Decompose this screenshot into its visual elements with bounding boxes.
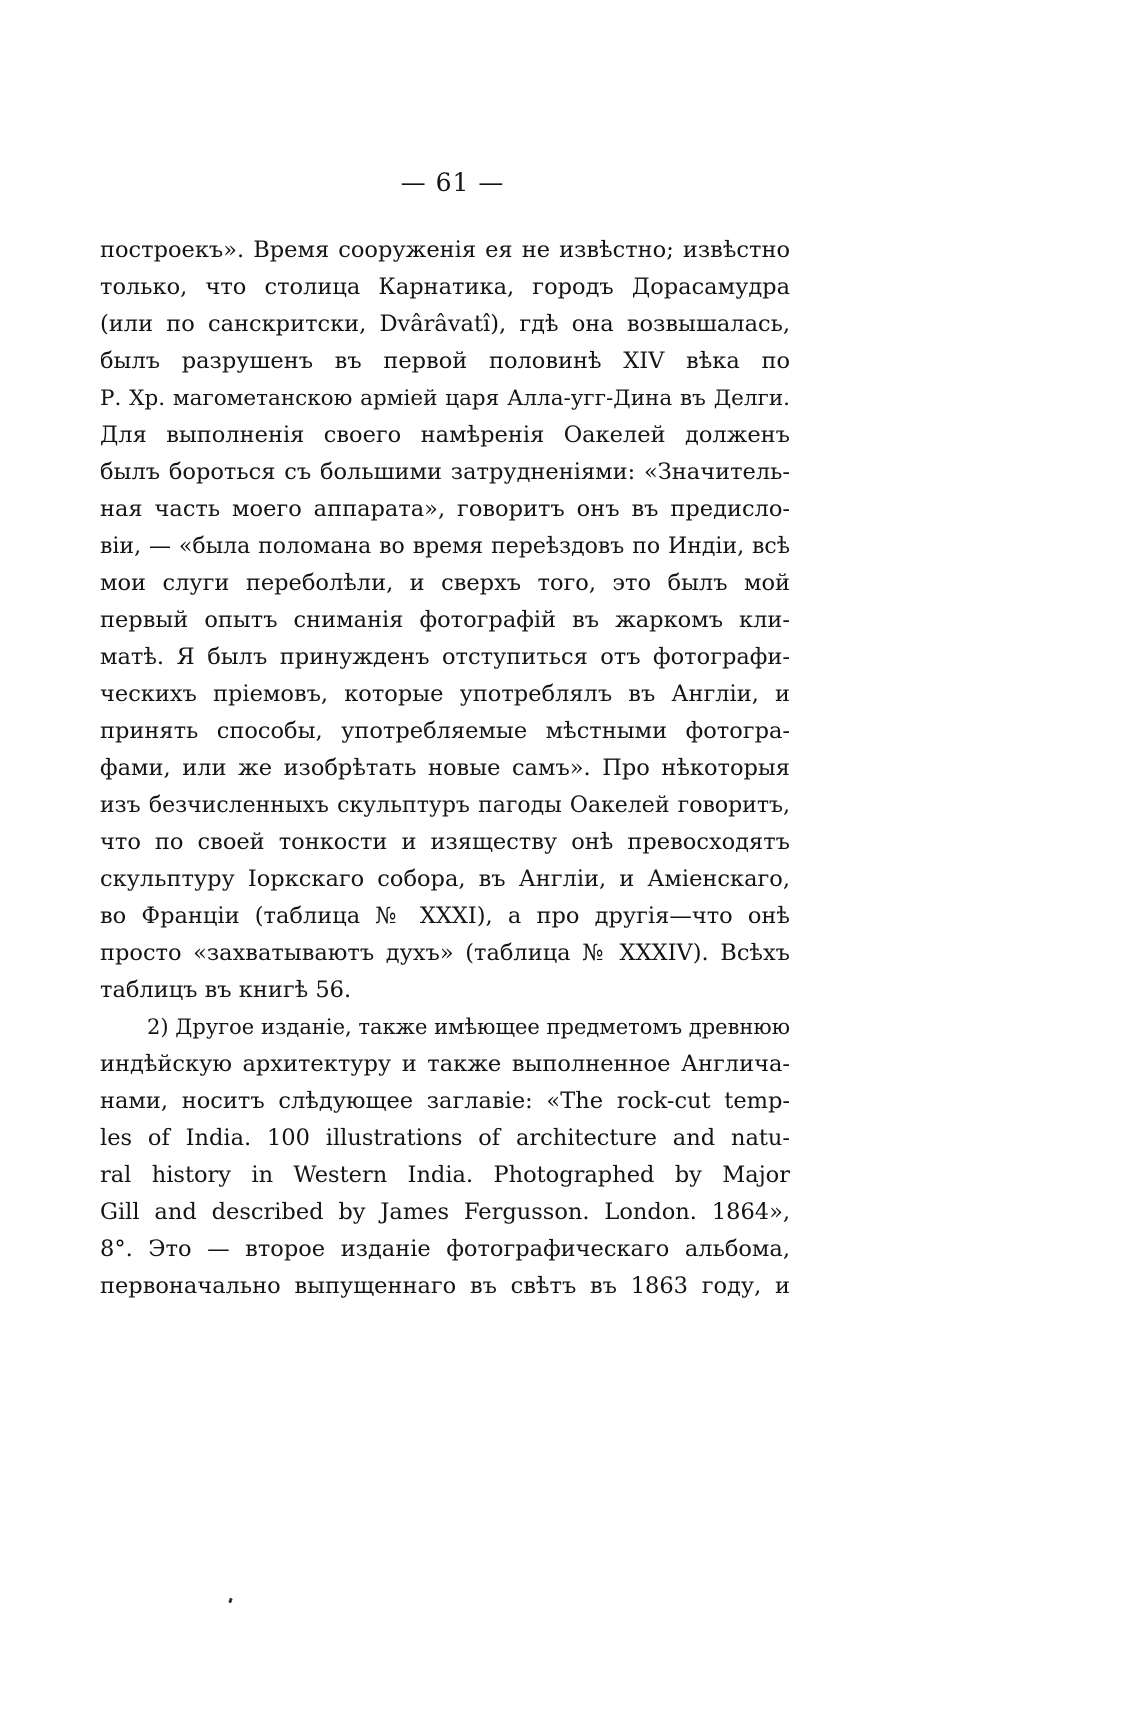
text-line: просто «захватываютъ духъ» (таблица № XXXIV). Всѣхъ xyxy=(100,940,790,966)
text-line: былъ бороться съ большими затрудненіями: «Значитель- xyxy=(100,459,790,485)
text-line: Для выполненія своего намѣренія Оакелей долженъ xyxy=(100,422,790,448)
text-line: віи, — «была поломана во время переѣздовъ по Индіи, всѣ xyxy=(100,534,790,559)
text-line: ral history in Western India. Photographed by Major xyxy=(100,1162,790,1188)
text-line: Gill and described by James Fergusson. London. 1864», xyxy=(100,1199,790,1225)
text-line: ная часть моего аппарата», говоритъ онъ въ предисло- xyxy=(100,496,790,522)
text-line: 2) Другое изданіе, также имѣющее предметомъ древнюю xyxy=(147,1015,790,1039)
text-line: Р. Хр. магометанскою арміей царя Алла-угг-Дина въ Делги. xyxy=(100,386,790,411)
text-line: 8°. Это — второе изданіе фотографическаго альбома, xyxy=(100,1236,790,1262)
text-line: ческихъ пріемовъ, которые употреблялъ въ Англіи, и xyxy=(100,681,790,707)
text-line: во Франціи (таблица № XXXI), а про другія—что онѣ xyxy=(100,903,790,929)
paragraph-1 xyxy=(100,232,790,1009)
text-line: принять способы, употребляемые мѣстными фотогра- xyxy=(100,718,790,744)
text-line: фами, или же изобрѣтать новые самъ». Про нѣкоторыя xyxy=(100,755,790,781)
text-line: что по своей тонкости и изяществу онѣ превосходятъ xyxy=(100,829,790,855)
paragraph-2 xyxy=(100,1009,790,1305)
text-line: первоначально выпущеннаго въ свѣтъ въ 1863 году, и xyxy=(100,1273,790,1299)
text-line: матѣ. Я былъ принужденъ отступиться отъ фотографи- xyxy=(100,644,790,670)
text-line: индѣйскую архитектуру и также выполненное Англича- xyxy=(100,1051,790,1077)
text-line: построекъ». Время сооруженія ея не извѣстно; извѣстно xyxy=(100,237,790,263)
text-line: нами, носитъ слѣдующее заглавіе: «The rock-cut temp- xyxy=(100,1088,790,1114)
text-line: таблицъ въ книгѣ 56. xyxy=(100,977,352,1003)
text-line: изъ безчисленныхъ скульптуръ пагоды Оакелей говоритъ, xyxy=(100,793,790,818)
text-line: былъ разрушенъ въ первой половинѣ XIV вѣка по xyxy=(100,348,790,374)
text-line: только, что столица Карнатика, городъ Дорасамудра xyxy=(100,274,790,300)
text-line: les of India. 100 illustrations of architecture and natu- xyxy=(100,1125,790,1151)
page-number: — 61 — xyxy=(400,168,505,197)
text-line: скульптуру Іоркскаго собора, въ Англіи, и Аміенскаго, xyxy=(100,866,790,892)
text-line: первый опытъ сниманія фотографій въ жаркомъ кли- xyxy=(100,607,790,633)
text-line: (или по санскритски, Dvârâvatî), гдѣ она возвышалась, xyxy=(100,311,790,337)
ink-speck xyxy=(228,1598,233,1604)
text-line: мои слуги переболѣли, и сверхъ того, это былъ мой xyxy=(100,570,790,596)
body-text xyxy=(100,232,790,1305)
